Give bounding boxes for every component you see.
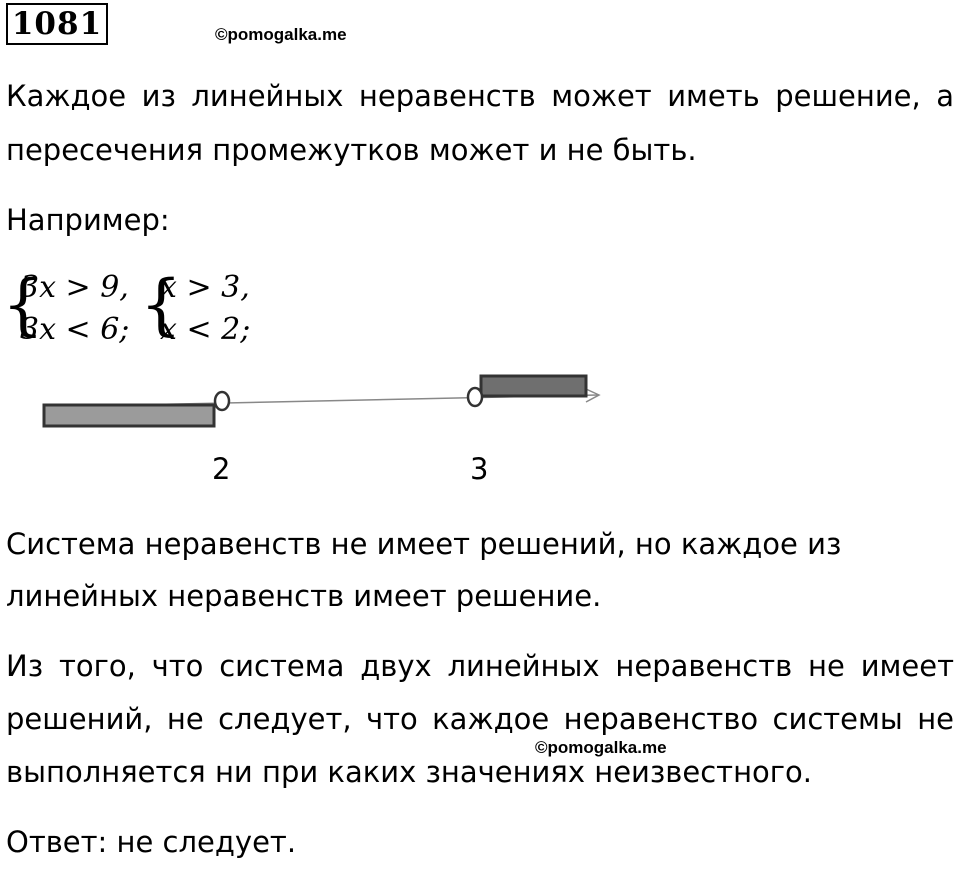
answer: Ответ: не следует. bbox=[6, 825, 297, 859]
intro-line-1: Каждое из линейных неравенств может иметь решение, а bbox=[6, 79, 954, 113]
tick-label-2: 2 bbox=[212, 452, 231, 486]
explain-line-1: Из того, что система двух линейных неравенств не имеет bbox=[6, 649, 954, 683]
explain-line-3: выполняется ни при каких значениях неизвестного. bbox=[6, 755, 812, 789]
conclusion-line-2: линейных неравенств имеет решение. bbox=[6, 579, 602, 613]
open-point-2 bbox=[215, 392, 229, 410]
system1-line2: 3x < 6; bbox=[20, 312, 130, 347]
open-point-3 bbox=[468, 388, 482, 406]
system2-brace: { bbox=[140, 266, 182, 343]
example-label: Например: bbox=[6, 203, 170, 237]
system1-brace: { bbox=[2, 266, 44, 343]
watermark-bottom: ©pomogalka.me bbox=[535, 738, 667, 757]
system2-line2: x < 2; bbox=[160, 312, 251, 347]
solution-bar-right bbox=[481, 376, 586, 396]
system2-line1: x > 3, bbox=[160, 270, 250, 305]
intro-line-2: пересечения промежутков может и не быть. bbox=[6, 133, 697, 167]
tick-label-3: 3 bbox=[470, 452, 489, 486]
system1-line1: 3x > 9, bbox=[20, 270, 129, 305]
explain-line-2: решений, не следует, что каждое неравенство системы не bbox=[6, 702, 954, 736]
conclusion-line-1: Система неравенств не имеет решений, но каждое из bbox=[6, 527, 842, 561]
watermark-top: ©pomogalka.me bbox=[215, 25, 347, 44]
solution-bar-left bbox=[44, 405, 214, 426]
task-number: 1081 bbox=[6, 3, 108, 45]
